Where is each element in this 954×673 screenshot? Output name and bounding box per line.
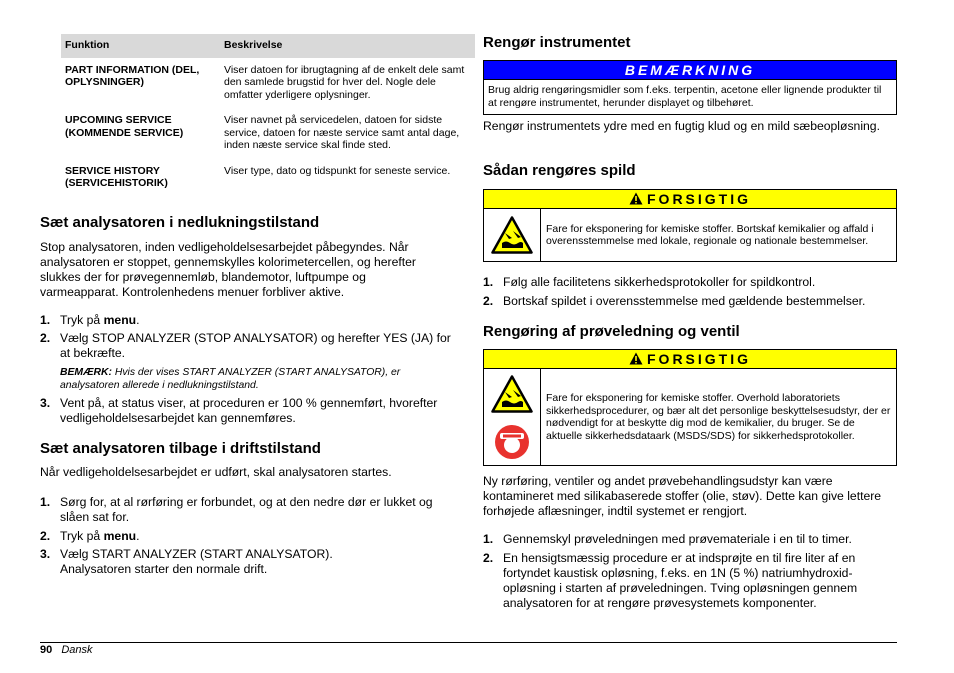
list-item bbox=[483, 275, 895, 290]
step-text: Tryk på bbox=[60, 529, 104, 543]
step-number: 3. bbox=[40, 396, 51, 410]
table-row bbox=[61, 58, 475, 106]
warning-triangle-icon bbox=[629, 352, 643, 365]
table-cell-function: UPCOMING SERVICE (KOMMENDE SERVICE) bbox=[65, 114, 184, 139]
restart-heading: Sæt analysatoren tilbage i driftstilstand bbox=[40, 440, 321, 457]
footer-divider bbox=[40, 642, 897, 643]
table-header-description: Beskrivelse bbox=[220, 34, 475, 58]
list-item bbox=[483, 532, 888, 547]
caution-content bbox=[484, 209, 896, 261]
restart-intro: Når vedligeholdelsesarbejdet er udført, skal analysatoren startes. bbox=[40, 465, 392, 479]
list-item bbox=[40, 529, 460, 544]
step-text: Vent på, at status viser, at proceduren er 100 % gennemført, hvorefter vedligeholdelsesarbejdet kan gennemføres. bbox=[60, 396, 438, 425]
table-cell-function: SERVICE HISTORY (SERVICEHISTORIK) bbox=[65, 164, 168, 189]
shutdown-steps-cont bbox=[40, 396, 440, 426]
table-cell-description: Viser navnet på servicedelen, datoen for sidste service, datoen for næste service samt antal dage, inden næste service skal finde sted. bbox=[224, 114, 460, 151]
shutdown-note bbox=[40, 366, 460, 392]
step-number: 1. bbox=[483, 532, 494, 546]
list-item bbox=[483, 294, 895, 309]
caution-header bbox=[484, 350, 896, 369]
caution-body: Fare for eksponering for kemiske stoffer. Bortskaf kemikalier og affald i overensstemmelse med lokale, regionale og nationale bestemmelser. bbox=[546, 222, 874, 247]
step-number: 1. bbox=[40, 313, 51, 327]
clean-heading: Rengør instrumentet bbox=[483, 34, 631, 51]
table-header-row bbox=[61, 34, 475, 58]
step-text: Sørg for, at al rørføring er forbundet, og at den nedre dør er lukket og slåen sat for. bbox=[60, 495, 433, 524]
step-text-end: . bbox=[136, 529, 140, 543]
step-text: En hensigtsmæssig procedure er at indsprøjte en til fire liter af en fortyndet kaustisk opløsning, f.eks. en 1N (5 %) natriumhydroxid-opløsning i starten af prøveledningen. Tving opløsningen gennem analysatoren for at rengøre prøvesystemets komponenter. bbox=[503, 551, 858, 610]
spill-caution-box bbox=[483, 189, 897, 262]
list-item bbox=[483, 551, 888, 611]
table-row bbox=[61, 105, 475, 156]
step-number: 1. bbox=[483, 275, 494, 289]
note-text: Hvis der vises START ANALYZER (START ANALYSATOR), er analysatoren allerede i nedlukningstilstand. bbox=[60, 367, 401, 391]
protective-equipment-icon bbox=[494, 424, 530, 460]
step-text: Følg alle facilitetens sikkerhedsprotokoller for spildkontrol. bbox=[503, 275, 816, 289]
caution-header bbox=[484, 190, 896, 209]
sample-steps bbox=[483, 532, 888, 611]
caution-icon-cell bbox=[484, 209, 541, 261]
shutdown-steps bbox=[40, 313, 460, 361]
shutdown-heading: Sæt analysatoren i nedlukningstilstand bbox=[40, 214, 320, 231]
sample-intro: Ny rørføring, ventiler og andet prøvebehandlingsudstyr kan være kontamineret med silikabaserede stoffer (olie, støv). Dette kan give lettere forhøjede aflæsninger, indtil systemet er rengjort. bbox=[483, 474, 882, 518]
spill-heading: Sådan rengøres spild bbox=[483, 162, 636, 179]
clean-text: Rengør instrumentets ydre med en fugtig klud og en mild sæbeopløsning. bbox=[483, 119, 880, 133]
list-item bbox=[40, 331, 460, 361]
sample-caution-box bbox=[483, 349, 897, 466]
step-text-end: . bbox=[136, 313, 140, 327]
menu-key: menu bbox=[103, 313, 137, 327]
step-number: 1. bbox=[40, 495, 51, 509]
note-label: BEMÆRK: bbox=[60, 367, 112, 378]
step-number: 2. bbox=[483, 294, 494, 308]
table-header-function: Funktion bbox=[61, 34, 220, 58]
step-number: 3. bbox=[40, 547, 51, 561]
step-text: Bortskaf spildet i overensstemmelse med gældende bestemmelser. bbox=[503, 294, 866, 308]
caution-content bbox=[484, 369, 896, 465]
table-row bbox=[61, 156, 475, 194]
footer bbox=[40, 644, 93, 656]
notice-header: BEMÆRKNING bbox=[484, 61, 896, 80]
caution-label: FORSIGTIG bbox=[647, 191, 751, 207]
step-text: Tryk på bbox=[60, 313, 104, 327]
notice-box bbox=[483, 60, 897, 115]
notice-body: Brug aldrig rengøringsmidler som f.eks. terpentin, acetone eller lignende produkter til at rengøre instrumentet, herunder displayet og tilbehøret. bbox=[488, 84, 882, 109]
list-item bbox=[40, 396, 440, 426]
chemical-hazard-icon bbox=[491, 375, 533, 413]
table-cell-description: Viser type, dato og tidspunkt for seneste service. bbox=[224, 164, 451, 177]
caution-body: Fare for eksponering for kemiske stoffer. Overhold laboratoriets sikkerhedsprocedurer, og bær alt det personlige beskyttelsesudstyr, der er nødvendigt for at beskytte dig mod de kemikalier, du bruger. Se de aktuelle sikkerhedsdataark (MSDS/SDS) for sikkerhedsprotokoller. bbox=[546, 392, 891, 442]
sample-heading: Rengøring af prøveledning og ventil bbox=[483, 323, 740, 340]
chemical-hazard-icon bbox=[491, 216, 533, 254]
step-text: Vælg STOP ANALYZER (STOP ANALYSATOR) og herefter YES (JA) for at bekræfte. bbox=[60, 331, 451, 360]
table-cell-description: Viser datoen for ibrugtagning af de enkelt dele samt den samlede brugstid for hver del. Nogle dele omfatter yderligere oplysninger. bbox=[224, 63, 465, 101]
list-item bbox=[40, 495, 460, 525]
warning-triangle-icon bbox=[629, 192, 643, 205]
page-number: 90 bbox=[40, 644, 53, 656]
list-item bbox=[40, 313, 460, 328]
list-item bbox=[40, 547, 380, 577]
table-cell-function: PART INFORMATION (DEL, OPLYSNINGER) bbox=[65, 63, 200, 88]
footer-language: Dansk bbox=[61, 644, 93, 656]
spill-steps bbox=[483, 275, 895, 309]
restart-steps bbox=[40, 495, 460, 577]
menu-key: menu bbox=[103, 529, 137, 543]
caution-icon-cell bbox=[484, 369, 541, 465]
shutdown-intro: Stop analysatoren, inden vedligeholdelsesarbejdet påbegyndes. Når analysatoren er stoppet, gennemskylles kolorimetercellen, og herefter slukkes der for prøvegennemløb, blandemotor, luftpumpe og varmeapparat. Kontrolenhedens menuer forbliver aktive. bbox=[40, 240, 416, 299]
caution-label: FORSIGTIG bbox=[647, 351, 751, 367]
step-number: 2. bbox=[40, 529, 51, 543]
function-table bbox=[61, 34, 475, 194]
step-text: Vælg START ANALYZER (START ANALYSATOR). Analysatoren starter den normale drift. bbox=[60, 547, 333, 576]
step-text: Gennemskyl prøveledningen med prøvemateriale i en til to timer. bbox=[503, 532, 852, 546]
step-number: 2. bbox=[40, 331, 51, 345]
step-number: 2. bbox=[483, 551, 494, 565]
